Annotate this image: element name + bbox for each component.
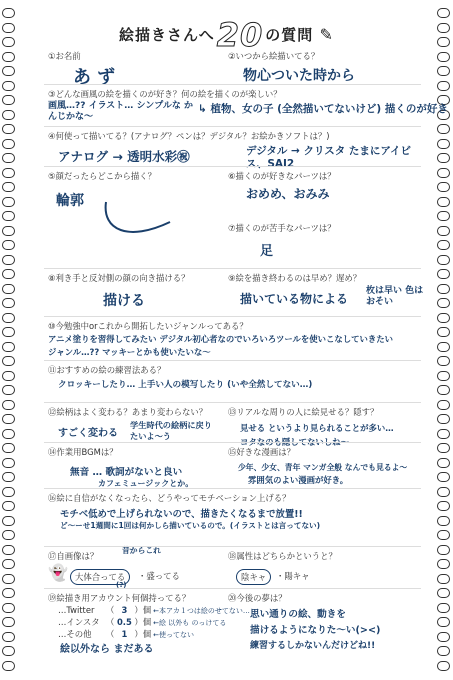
question-15: ⑮好きな漫画は？ xyxy=(228,447,295,457)
binding-ring xyxy=(2,356,15,366)
answer-7: 足 xyxy=(260,244,274,259)
binding-ring xyxy=(437,385,450,395)
binding-ring xyxy=(2,298,15,308)
binding-ring xyxy=(437,356,450,366)
binding-ring xyxy=(437,182,450,192)
binding-ring xyxy=(2,37,15,47)
answer-8: 描ける xyxy=(103,293,145,309)
section-divider xyxy=(44,316,421,317)
account-row: …Twitter （ 3 ）個 ←本アカ１つは絵のせてない… xyxy=(58,605,250,615)
section-divider xyxy=(44,546,421,547)
answer-20: 思い通りの絵、動きを xyxy=(250,609,346,620)
binding-ring xyxy=(2,588,15,598)
answer-10: アニメ塗りを習得してみたい デジタル初心者なのでいろいろツールを使いこなしていきたい xyxy=(48,334,394,344)
answer-15: 少年、少女、青年 マンガ全般 なんでも見るよ～ xyxy=(238,463,408,472)
answer-11: クロッキーしたり… 上手い人の模写したり (いや全然してない…) xyxy=(58,380,313,390)
binding-ring xyxy=(2,23,15,33)
ghost-icon: 👻 xyxy=(48,563,68,582)
binding-ring xyxy=(437,545,450,555)
answer-9: 描いている物による xyxy=(240,292,349,306)
section-divider xyxy=(44,84,421,85)
page-title xyxy=(18,16,435,54)
answer-10b: ジャンル…?? マッキーとかも使いたいな～ xyxy=(48,347,211,357)
account-label: …Twitter xyxy=(58,605,95,615)
binding-ring xyxy=(437,530,450,540)
self-portrait-note: 昔からこれ xyxy=(122,546,161,555)
binding-ring xyxy=(437,37,450,47)
question-9: ⑨絵を描き終わるのは早め？遅め？ xyxy=(228,273,362,283)
section-divider xyxy=(44,126,421,127)
binding-ring xyxy=(437,559,450,569)
binding-ring xyxy=(437,429,450,439)
option-exaggerated-label: 盛ってる xyxy=(146,571,180,581)
answer-20c: 練習するしかないんだけどね!! xyxy=(250,641,376,651)
binding-ring xyxy=(437,8,450,18)
answer-4: アナログ → 透明水彩㊗ xyxy=(58,149,190,164)
option-exaggerated: ・盛ってる xyxy=(138,571,180,581)
binding-ring xyxy=(2,313,15,323)
section-divider xyxy=(44,442,421,443)
answer-19: 絵以外なら まだある xyxy=(60,644,154,655)
binding-ring xyxy=(437,269,450,279)
binding-ring xyxy=(2,139,15,149)
binding-ring xyxy=(2,414,15,424)
binding-ring xyxy=(437,342,450,352)
question-7: ⑦描くのが苦手なパーツは？ xyxy=(228,223,336,233)
title-prefix: 絵描きさんへ xyxy=(119,26,215,44)
binding-ring xyxy=(437,327,450,337)
account-row: …インスタ （ 0.5 ）個 ←絵 以外も のっけてる xyxy=(58,617,227,627)
binding-ring xyxy=(2,211,15,221)
binding-ring xyxy=(2,269,15,279)
answer-16b: ど～ーせ1週間に1回は何かしら描いているので。(イラストとは言ってない) xyxy=(60,521,321,530)
binding-ring xyxy=(437,516,450,526)
binding-ring xyxy=(2,240,15,250)
binding-ring xyxy=(437,487,450,497)
binding-ring xyxy=(437,414,450,424)
binding-ring xyxy=(437,646,450,656)
binding-ring xyxy=(2,530,15,540)
binding-ring xyxy=(2,284,15,294)
question-20: ⑳今後の夢は？ xyxy=(228,593,287,603)
binding-ring xyxy=(2,153,15,163)
binding-ring xyxy=(2,545,15,555)
question-19: ⑲絵描き用アカウント何個持ってる？ xyxy=(48,593,191,603)
account-label: …インスタ xyxy=(58,617,100,627)
binding-ring xyxy=(2,342,15,352)
binding-ring xyxy=(2,487,15,497)
question-17: ⑰自画像は？ xyxy=(48,551,99,561)
binding-ring xyxy=(2,501,15,511)
answer-5: 輪郭 xyxy=(56,193,84,209)
binding-ring xyxy=(437,617,450,627)
account-count: 0.5 xyxy=(116,617,132,627)
jaw-sketch-icon xyxy=(98,200,178,245)
binding-ring xyxy=(437,588,450,598)
binding-ring xyxy=(2,385,15,395)
account-unit: 個 xyxy=(142,605,152,615)
answer-3: 画風…?? イラスト… シンプルな かんじかな～ xyxy=(48,101,193,122)
answer-14b: カフェミュージックとか。 xyxy=(98,479,194,488)
binding-ring xyxy=(437,603,450,613)
option-extrovert-label: 陽キャ xyxy=(284,571,310,581)
binding-ring xyxy=(437,458,450,468)
binding-ring xyxy=(437,23,450,33)
binding-ring xyxy=(2,182,15,192)
answer-6: おめめ、おみみ xyxy=(246,187,330,201)
binding-ring xyxy=(2,516,15,526)
answer-12b: 学生時代の絵柄に戻りたいよ～う xyxy=(130,420,212,441)
answer-13b: ヨタなのも隠してないしね～ xyxy=(240,437,349,447)
binding-ring xyxy=(2,458,15,468)
title-number: 20 xyxy=(216,16,264,54)
binding-ring xyxy=(2,574,15,584)
account-note: ←使ってない xyxy=(153,631,194,639)
answer-3b: ↳ 植物、女の子 (全然描いてないけど) 描くのが好き xyxy=(198,103,448,115)
binding-ring xyxy=(2,197,15,207)
binding-ring xyxy=(437,284,450,294)
binding-ring xyxy=(2,559,15,569)
section-divider xyxy=(44,166,421,167)
binding-ring xyxy=(2,632,15,642)
question-4: ④何使って描いてる？(アナログ？ペンは？デジタル？お絵かきソフトは？) xyxy=(48,131,330,141)
question-6: ⑥描くのが好きなパーツは？ xyxy=(228,171,336,181)
answer-20b: 描けるようになりた～い(><) xyxy=(250,625,381,636)
question-3: ③どんな画風の絵を描くのが好き？何の絵を描くのが楽しい？ xyxy=(48,89,282,99)
binding-ring xyxy=(2,617,15,627)
binding-ring xyxy=(437,472,450,482)
answer-15b: 雰囲気のよい漫画が好き。 xyxy=(248,475,349,485)
binding-ring xyxy=(437,139,450,149)
account-label: …その他 xyxy=(58,629,92,639)
account-count: 3 xyxy=(121,605,128,615)
answer-2: 物心ついた時から xyxy=(243,68,355,84)
binding-ring xyxy=(2,95,15,105)
question-sheet xyxy=(18,0,448,680)
option-introvert: 陰キャ xyxy=(236,569,271,585)
binding-ring xyxy=(2,81,15,91)
binding-ring xyxy=(437,443,450,453)
section-divider xyxy=(44,588,421,589)
section-divider xyxy=(44,360,421,361)
self-portrait-note-2: (?) xyxy=(116,581,127,589)
binding-ring xyxy=(437,661,450,671)
section-divider xyxy=(44,402,421,403)
binding-ring xyxy=(2,52,15,62)
binding-ring xyxy=(437,197,450,207)
answer-4b: デジタル → クリスタ たまにアイビス、SAI2 xyxy=(246,145,411,170)
binding-ring xyxy=(437,52,450,62)
binding-ring xyxy=(437,211,450,221)
binding-ring xyxy=(437,400,450,410)
question-1: ①お名前 xyxy=(48,51,81,61)
question-11: ⑪おすすめの絵の練習法ある？ xyxy=(48,365,166,375)
answer-12: すごく変わる xyxy=(58,428,118,439)
binding-ring xyxy=(2,371,15,381)
account-row: …その他 （ 1 ）個 ←使ってない xyxy=(58,629,194,639)
question-14: ⑭作業用BGMは？ xyxy=(48,447,118,457)
question-18: ⑱属性はどちらかというと？ xyxy=(228,551,337,561)
binding-ring xyxy=(437,168,450,178)
binding-ring xyxy=(2,603,15,613)
binding-ring xyxy=(2,429,15,439)
section-divider xyxy=(44,268,421,269)
binding-ring xyxy=(2,124,15,134)
binding-ring xyxy=(437,81,450,91)
binding-ring xyxy=(2,646,15,656)
account-unit: 個 xyxy=(142,629,152,639)
binding-ring xyxy=(2,255,15,265)
account-count: 1 xyxy=(121,629,128,639)
binding-ring xyxy=(437,240,450,250)
question-13: ⑬リアルな周りの人に絵見せる？隠す？ xyxy=(228,407,379,417)
answer-9b: 枚は早い 色はおそい xyxy=(366,286,424,307)
binding-ring xyxy=(437,255,450,265)
binding-ring xyxy=(437,501,450,511)
binding-ring xyxy=(2,472,15,482)
option-roughly-accurate: 大体合ってる xyxy=(70,569,130,585)
answer-14: 無音 … 歌詞がないと良い xyxy=(70,467,183,478)
pen-icon: ✎ xyxy=(319,25,334,44)
answer-13: 見せる というより見られることが多い… xyxy=(240,423,394,433)
question-8: ⑧利き手と反対側の顔の向き描ける？ xyxy=(48,273,190,283)
account-note: ←絵 以外も のっけてる xyxy=(153,619,227,627)
account-unit: 個 xyxy=(142,617,152,627)
answer-16: モチベ低めで上げられないので、描きたくなるまで放置!! xyxy=(60,509,303,520)
spiral-binding-left xyxy=(2,0,16,680)
answer-1: あず xyxy=(73,67,121,88)
binding-ring xyxy=(437,313,450,323)
section-divider xyxy=(44,488,421,489)
binding-ring xyxy=(2,400,15,410)
binding-ring xyxy=(2,661,15,671)
question-16: ⑯絵に自信がなくなったら、どうやってモチベーション上げる？ xyxy=(48,493,291,503)
binding-ring xyxy=(2,226,15,236)
account-note: ←本アカ１つは絵のせてない… xyxy=(153,607,250,615)
binding-ring xyxy=(437,632,450,642)
binding-ring xyxy=(437,124,450,134)
binding-ring xyxy=(2,110,15,120)
title-suffix: の質問 xyxy=(265,26,314,44)
binding-ring xyxy=(437,298,450,308)
binding-ring xyxy=(2,168,15,178)
option-extrovert: ・陽キャ xyxy=(276,571,310,581)
question-10: ⑩今勉強中orこれから開拓したいジャンルってある？ xyxy=(48,321,248,331)
question-5: ⑤顔だったらどこから描く？ xyxy=(48,171,157,181)
question-2: ②いつから絵描いてる？ xyxy=(228,51,320,61)
binding-ring xyxy=(2,443,15,453)
binding-ring xyxy=(437,226,450,236)
question-12: ⑫絵柄はよく変わる？あまり変わらない？ xyxy=(48,407,208,417)
binding-ring xyxy=(437,153,450,163)
binding-ring xyxy=(2,327,15,337)
binding-ring xyxy=(437,371,450,381)
binding-ring xyxy=(2,8,15,18)
binding-ring xyxy=(437,574,450,584)
binding-ring xyxy=(437,66,450,76)
binding-ring xyxy=(2,66,15,76)
